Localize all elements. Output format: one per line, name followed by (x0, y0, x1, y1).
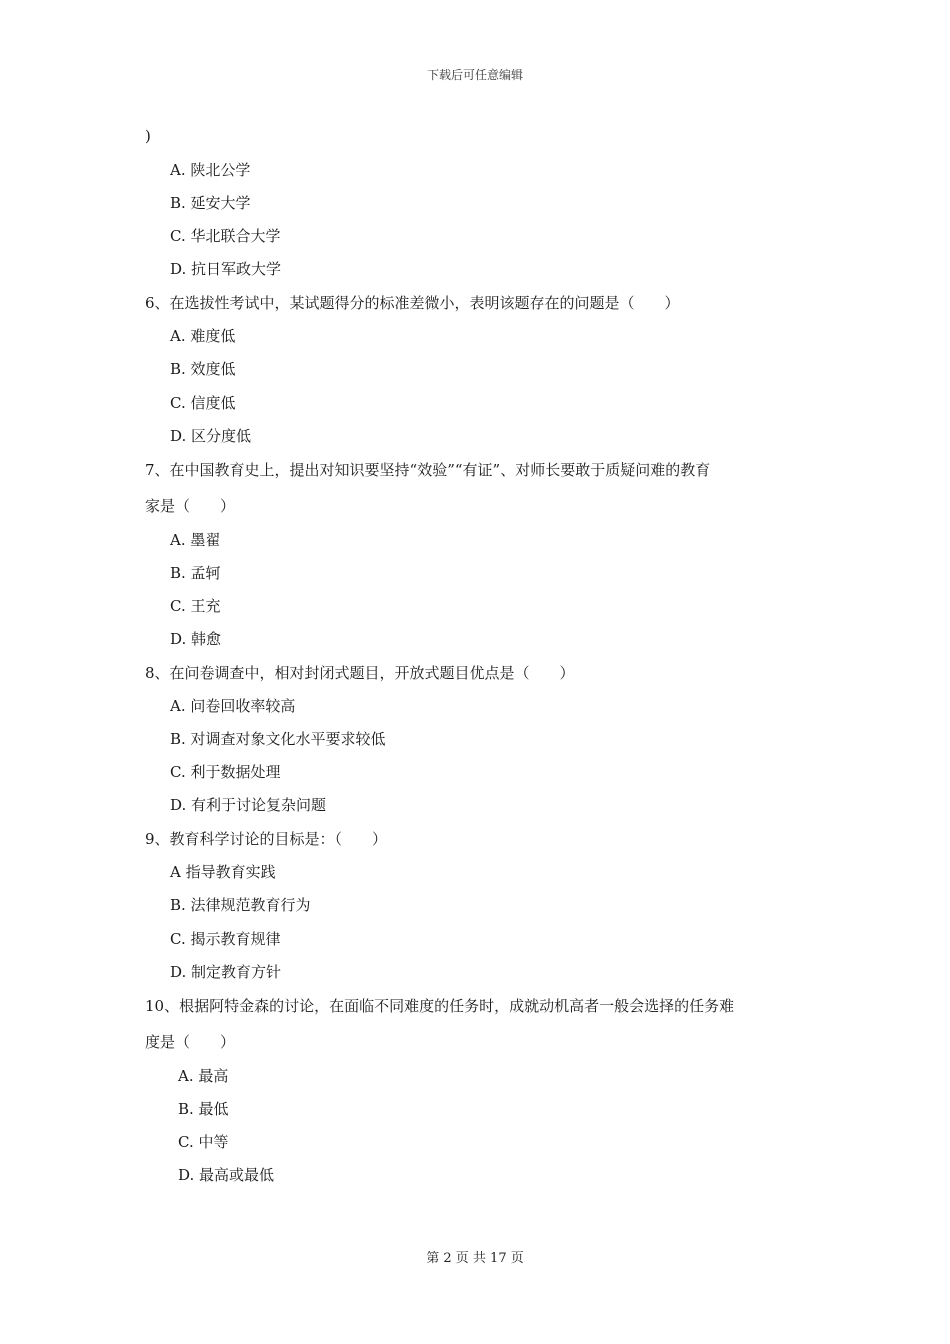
question-5-continuation: ) (145, 127, 151, 145)
question-7-option-d: D. 韩愈 (170, 630, 222, 648)
question-5-option-b: B. 延安大学 (170, 194, 251, 212)
question-7-option-a: A. 墨翟 (170, 531, 221, 549)
question-5-option-c: C. 华北联合大学 (170, 227, 281, 245)
question-10-option-a: A. 最高 (178, 1067, 229, 1085)
question-10-line-2: 度是（ ） (145, 1033, 236, 1051)
page-header: 下载后可任意编辑 (426, 68, 523, 82)
question-9-option-a: A 指导教育实践 (170, 863, 276, 881)
question-7-option-c: C. 王充 (170, 597, 221, 615)
question-5-option-d: D. 抗日军政大学 (170, 260, 282, 278)
question-6-option-d: D. 区分度低 (170, 427, 252, 445)
question-9-option-b: B. 法律规范教育行为 (170, 896, 311, 914)
question-8-option-c: C. 利于数据处理 (170, 763, 281, 781)
question-8-option-d: D. 有利于讨论复杂问题 (170, 796, 327, 814)
question-10-option-b: B. 最低 (178, 1100, 229, 1118)
question-10-option-d: D. 最高或最低 (178, 1166, 275, 1184)
question-6-option-b: B. 效度低 (170, 360, 236, 378)
question-9-option-c: C. 揭示教育规律 (170, 930, 281, 948)
question-6: 6、在选拔性考试中，某试题得分的标准差微小，表明该题存在的问题是（ ） (145, 294, 680, 312)
question-8-option-b: B. 对调查对象文化水平要求较低 (170, 730, 386, 748)
question-7-option-b: B. 孟轲 (170, 564, 221, 582)
question-8-option-a: A. 问卷回收率较高 (170, 697, 296, 715)
question-6-option-c: C. 信度低 (170, 394, 236, 412)
question-7-line-1: 7、在中国教育史上，提出对知识要坚持“效验”“有证”、对师长要敢于质疑问难的教育 (145, 461, 711, 479)
question-8: 8、在问卷调查中，相对封闭式题目，开放式题目优点是（ ） (145, 664, 575, 682)
question-10-option-c: C. 中等 (178, 1133, 229, 1151)
page-footer: 第 2 页 共 17 页 (426, 1251, 524, 1266)
question-5-option-a: A. 陕北公学 (170, 161, 251, 179)
question-9: 9、教育科学讨论的目标是：（ ） (145, 830, 388, 848)
question-9-option-d: D. 制定教育方针 (170, 963, 282, 981)
question-6-option-a: A. 难度低 (170, 327, 236, 345)
question-7-line-2: 家是（ ） (145, 497, 236, 515)
question-10-line-1: 10、根据阿特金森的讨论，在面临不同难度的任务时，成就动机高者一般会选择的任务难 (145, 997, 735, 1015)
